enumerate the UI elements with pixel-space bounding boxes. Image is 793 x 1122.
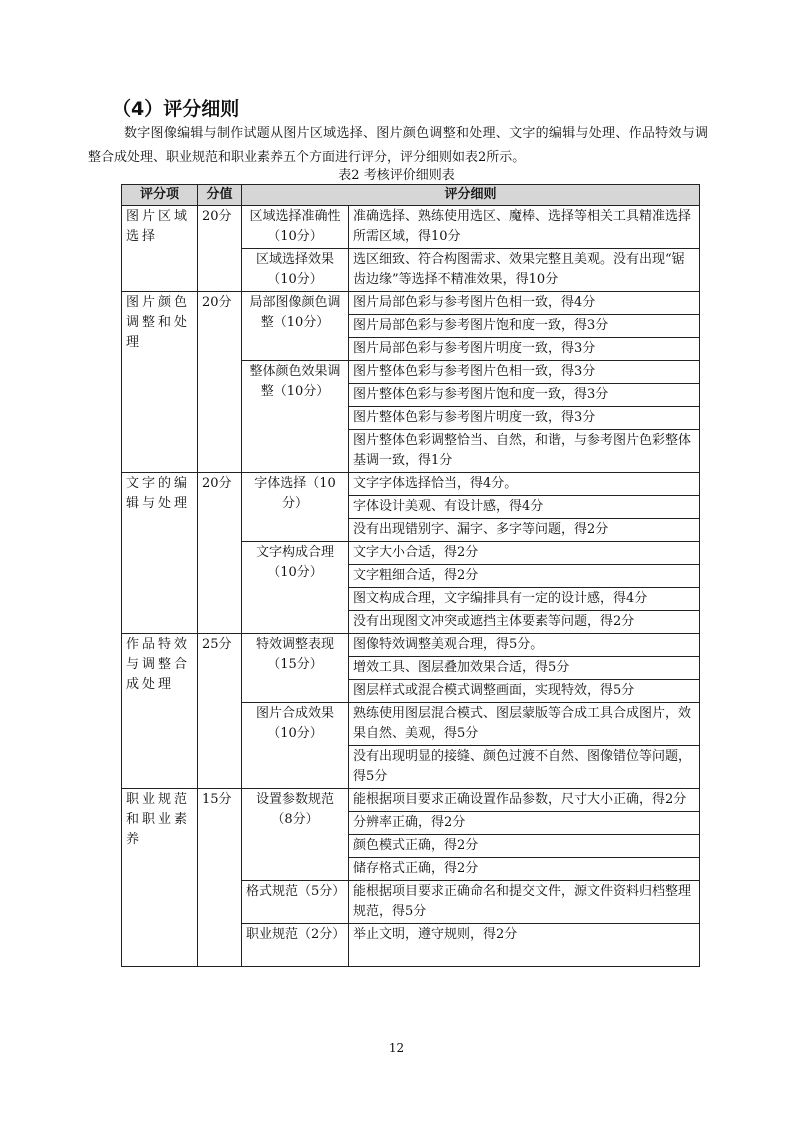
table-row [122,789,700,812]
sub-item-cell: 格式规范（5分） [242,881,349,924]
detail-cell: 选区细致、符合构图需求、效果完整且美观。没有出现“锯齿边缘”等选择不精准效果，得10分 [349,249,700,292]
sub-item-cell: 职业规范（2分） [242,924,349,967]
table-header-row [122,185,700,206]
detail-cell: 分辨率正确，得2分 [349,812,700,835]
detail-cell: 字体设计美观、有设计感，得4分 [349,496,700,519]
detail-cell: 图片整体色彩与参考图片色相一致，得3分 [349,361,700,384]
detail-cell: 能根据项目要求正确命名和提交文件，源文件资料归档整理规范，得5分 [349,881,700,924]
detail-cell: 图层样式或混合模式调整画面，实现特效，得5分 [349,680,700,703]
sub-item-cell: 特效调整表现（15分） [242,634,349,703]
detail-cell: 图片局部色彩与参考图片饱和度一致，得3分 [349,315,700,338]
detail-cell: 准确选择、熟练使用选区、魔棒、选择等相关工具精准选择所需区域，得10分 [349,206,700,249]
header-details: 评分细则 [242,185,700,206]
detail-cell: 文字大小合适，得2分 [349,542,700,565]
sub-item-cell: 设置参数规范（8分） [242,789,349,881]
detail-cell: 图片整体色彩与参考图片饱和度一致，得3分 [349,384,700,407]
scoring-table [121,184,700,967]
table-row [122,473,700,496]
item-cell: 职业规范和职业素养 [122,789,198,967]
sub-item-cell: 局部图像颜色调整（10分） [242,292,349,361]
detail-cell: 没有出现明显的接缝、颜色过渡不自然、图像错位等问题，得5分 [349,746,700,789]
item-cell: 图片颜色调整和处理 [122,292,198,473]
detail-cell: 能根据项目要求正确设置作品参数，尺寸大小正确，得2分 [349,789,700,812]
score-cell: 15分 [198,789,242,967]
score-cell: 20分 [198,292,242,473]
table-row [122,634,700,657]
detail-cell: 文字字体选择恰当，得4分。 [349,473,700,496]
sub-item-cell: 字体选择（10分） [242,473,349,542]
table-row [122,206,700,249]
sub-item-cell: 整体颜色效果调整（10分） [242,361,349,473]
detail-cell: 举止文明，遵守规则，得2分 [349,924,700,967]
detail-cell: 没有出现图文冲突或遮挡主体要素等问题，得2分 [349,611,700,634]
sub-item-cell: 区域选择效果（10分） [242,249,349,292]
detail-cell: 图像特效调整美观合理，得5分。 [349,634,700,657]
detail-cell: 储存格式正确，得2分 [349,858,700,881]
score-cell: 25分 [198,634,242,789]
section-heading: （4）评分细则 [112,98,240,120]
detail-cell: 颜色模式正确，得2分 [349,835,700,858]
table-row [122,292,700,315]
score-cell: 20分 [198,473,242,634]
sub-item-cell: 区域选择准确性（10分） [242,206,349,249]
header-score: 分值 [198,185,242,206]
item-cell: 图片区域选择 [122,206,198,292]
intro-paragraph: 数字图像编辑与制作试题从图片区域选择、图片颜色调整和处理、文字的编辑与处理、作品特效与调整合成处理、职业规范和职业素养五个方面进行评分，评分细则如表2所示。 [88,126,708,165]
page-number: 12 [388,1041,405,1055]
detail-cell: 图片整体色彩调整恰当、自然，和谐，与参考图片色彩整体基调一致，得1分 [349,430,700,473]
detail-cell: 增效工具、图层叠加效果合适，得5分 [349,657,700,680]
header-item: 评分项 [122,185,198,206]
detail-cell: 没有出现错别字、漏字、多字等问题，得2分 [349,519,700,542]
table-caption: 表2 考核评价细则表 [338,168,455,183]
detail-cell: 熟练使用图层混合模式、图层蒙版等合成工具合成图片，效果自然、美观，得5分 [349,703,700,746]
sub-item-cell: 图片合成效果（10分） [242,703,349,789]
detail-cell: 图文构成合理，文字编排具有一定的设计感，得4分 [349,588,700,611]
item-cell: 作品特效与调整合成处理 [122,634,198,789]
detail-cell: 图片局部色彩与参考图片色相一致，得4分 [349,292,700,315]
detail-cell: 文字粗细合适，得2分 [349,565,700,588]
item-cell: 文字的编辑与处理 [122,473,198,634]
detail-cell: 图片局部色彩与参考图片明度一致，得3分 [349,338,700,361]
detail-cell: 图片整体色彩与参考图片明度一致，得3分 [349,407,700,430]
sub-item-cell: 文字构成合理（10分） [242,542,349,634]
score-cell: 20分 [198,206,242,292]
